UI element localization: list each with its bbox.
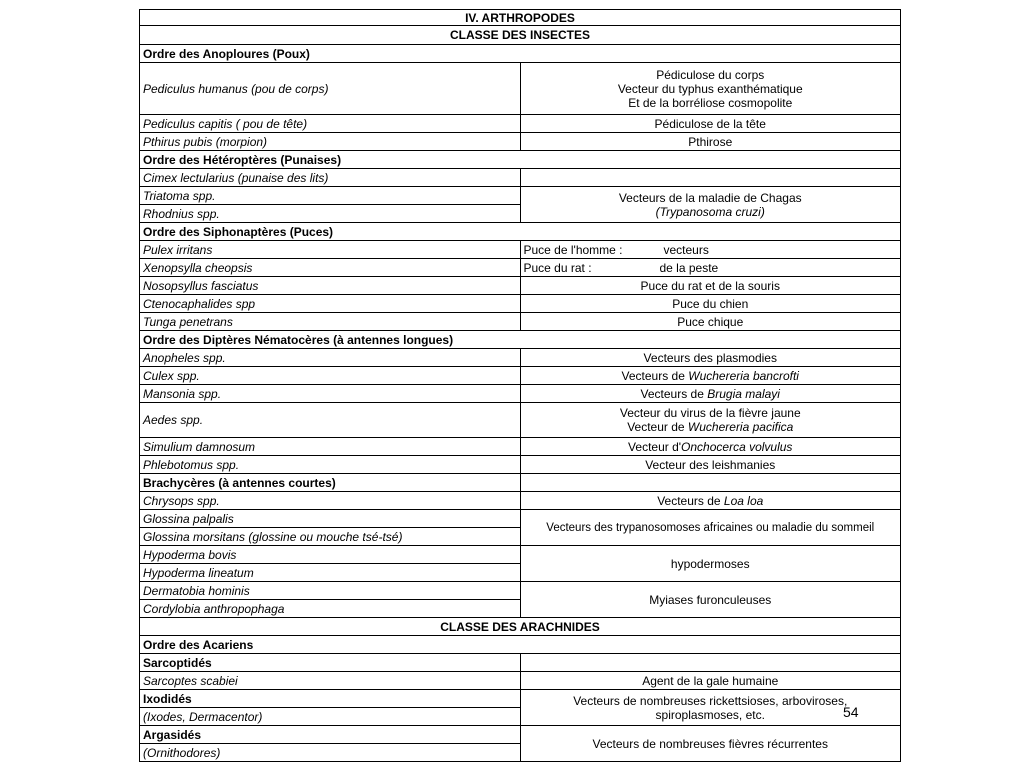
disease-cell	[520, 474, 901, 492]
pathogen-name: Loa loa	[723, 493, 764, 508]
pathogen-name: Wuchereria pacifica	[687, 420, 794, 434]
disease-text: Vecteurs de	[621, 368, 689, 383]
disease-cell: Vecteurs des plasmodies	[520, 349, 901, 367]
pathogen-name: Wuchereria bancrofti	[688, 368, 799, 383]
arthropod-table	[139, 9, 901, 762]
species-cell: Phlebotomus spp.	[140, 456, 521, 474]
order-header: Ordre des Hétéroptères (Punaises)	[140, 151, 901, 169]
disease-cell: Agent de la gale humaine	[520, 672, 901, 690]
species-cell: Pulex irritans	[140, 241, 521, 259]
species-cell: (Ixodes, Dermacentor)	[140, 708, 521, 726]
family-header: Sarcoptidés	[140, 654, 521, 672]
family-header: Argasidés	[140, 726, 521, 744]
disease-line: (Trypanosoma cruzi)	[655, 204, 765, 219]
family-header: Ixodidés	[140, 690, 521, 708]
species-cell: Dermatobia hominis	[140, 582, 521, 600]
disease-cell	[520, 385, 901, 403]
disease-cell	[520, 169, 901, 187]
disease-cell	[520, 259, 901, 277]
flea-role: de la peste	[659, 260, 719, 275]
species-cell: Triatoma spp.	[140, 187, 521, 205]
disease-cell	[520, 187, 901, 223]
disease-cell: Puce du chien	[520, 295, 901, 313]
species-cell: Sarcoptes scabiei	[140, 672, 521, 690]
disease-text: Vecteurs de	[640, 386, 708, 401]
species-cell: Pediculus capitis ( pou de tête)	[140, 115, 521, 133]
species-cell: Cordylobia anthropophaga	[140, 600, 521, 618]
species-cell: Glossina morsitans (glossine ou mouche tsé-tsé)	[140, 528, 521, 546]
disease-text: Vecteur de	[627, 420, 688, 434]
species-cell: Simulium damnosum	[140, 438, 521, 456]
pathogen-name: Onchocerca volvulus	[681, 439, 793, 454]
flea-label: Puce de l'homme :	[523, 242, 623, 257]
species-cell: Culex spp.	[140, 367, 521, 385]
species-cell: Xenopsylla cheopsis	[140, 259, 521, 277]
disease-line: Et de la borréliose cosmopolite	[628, 95, 793, 110]
flea-label: Puce du rat :	[523, 260, 592, 275]
species-cell: Mansonia spp.	[140, 385, 521, 403]
disease-cell: Vecteur des leishmanies	[520, 456, 901, 474]
species-cell: Glossina palpalis	[140, 510, 521, 528]
disease-cell	[520, 438, 901, 456]
disease-cell: Vecteurs de nombreuses fièvres récurrentes	[520, 726, 901, 762]
species-cell: Pthirus pubis (morpion)	[140, 133, 521, 151]
disease-cell: Pédiculose de la tête	[520, 115, 901, 133]
species-cell: Ctenocaphalides spp	[140, 295, 521, 313]
disease-line: Vecteur du virus de la fièvre jaune	[619, 406, 801, 420]
species-cell: Aedes spp.	[140, 403, 521, 438]
disease-cell	[520, 492, 901, 510]
disease-cell: Puce du rat et de la souris	[520, 277, 901, 295]
pathogen-name: Brugia malayi	[707, 386, 780, 401]
disease-cell: Pthirose	[520, 133, 901, 151]
disease-line: Vecteurs de nombreuses rickettsioses, arboviroses,	[573, 693, 848, 708]
species-cell: Rhodnius spp.	[140, 205, 521, 223]
species-cell: (Ornithodores)	[140, 744, 521, 762]
disease-cell: Vecteurs des trypanosomoses africaines ou maladie du sommeil	[520, 510, 901, 546]
species-cell: Anopheles spp.	[140, 349, 521, 367]
disease-line: Vecteurs de la maladie de Chagas	[618, 190, 802, 205]
species-cell: Tunga penetrans	[140, 313, 521, 331]
disease-line: Vecteur du typhus exanthématique	[617, 81, 803, 96]
order-header: Brachycères (à antennes courtes)	[140, 474, 521, 492]
disease-cell	[520, 241, 901, 259]
species-cell: Hypoderma lineatum	[140, 564, 521, 582]
order-header: Ordre des Anoploures (Poux)	[140, 45, 901, 63]
table-title: IV. ARTHROPODES	[140, 10, 901, 26]
disease-line	[524, 420, 898, 434]
disease-cell: Puce chique	[520, 313, 901, 331]
species-cell: Cimex lectularius (punaise des lits)	[140, 169, 521, 187]
order-header: Ordre des Siphonaptères (Puces)	[140, 223, 901, 241]
species-cell: Nosopsyllus fasciatus	[140, 277, 521, 295]
class-header: CLASSE DES ARACHNIDES	[140, 618, 901, 636]
page-number: 54	[843, 704, 859, 720]
disease-text: Vecteur d'	[628, 439, 682, 454]
disease-cell: hypodermoses	[520, 546, 901, 582]
species-cell: Hypoderma bovis	[140, 546, 521, 564]
disease-line: spiroplasmoses, etc.	[655, 707, 765, 722]
class-header: CLASSE DES INSECTES	[140, 26, 901, 45]
disease-cell	[520, 403, 901, 438]
order-header: Ordre des Acariens	[140, 636, 901, 654]
disease-cell	[520, 654, 901, 672]
flea-role: vecteurs	[663, 242, 709, 257]
species-cell: Pediculus humanus (pou de corps)	[140, 63, 521, 115]
disease-text: Vecteurs de	[657, 493, 724, 508]
disease-cell	[520, 63, 901, 115]
order-header: Ordre des Diptères Nématocères (à antennes longues)	[140, 331, 901, 349]
disease-cell	[520, 367, 901, 385]
disease-cell: Myiases furonculeuses	[520, 582, 901, 618]
disease-line: Pédiculose du corps	[656, 67, 765, 82]
species-cell: Chrysops spp.	[140, 492, 521, 510]
